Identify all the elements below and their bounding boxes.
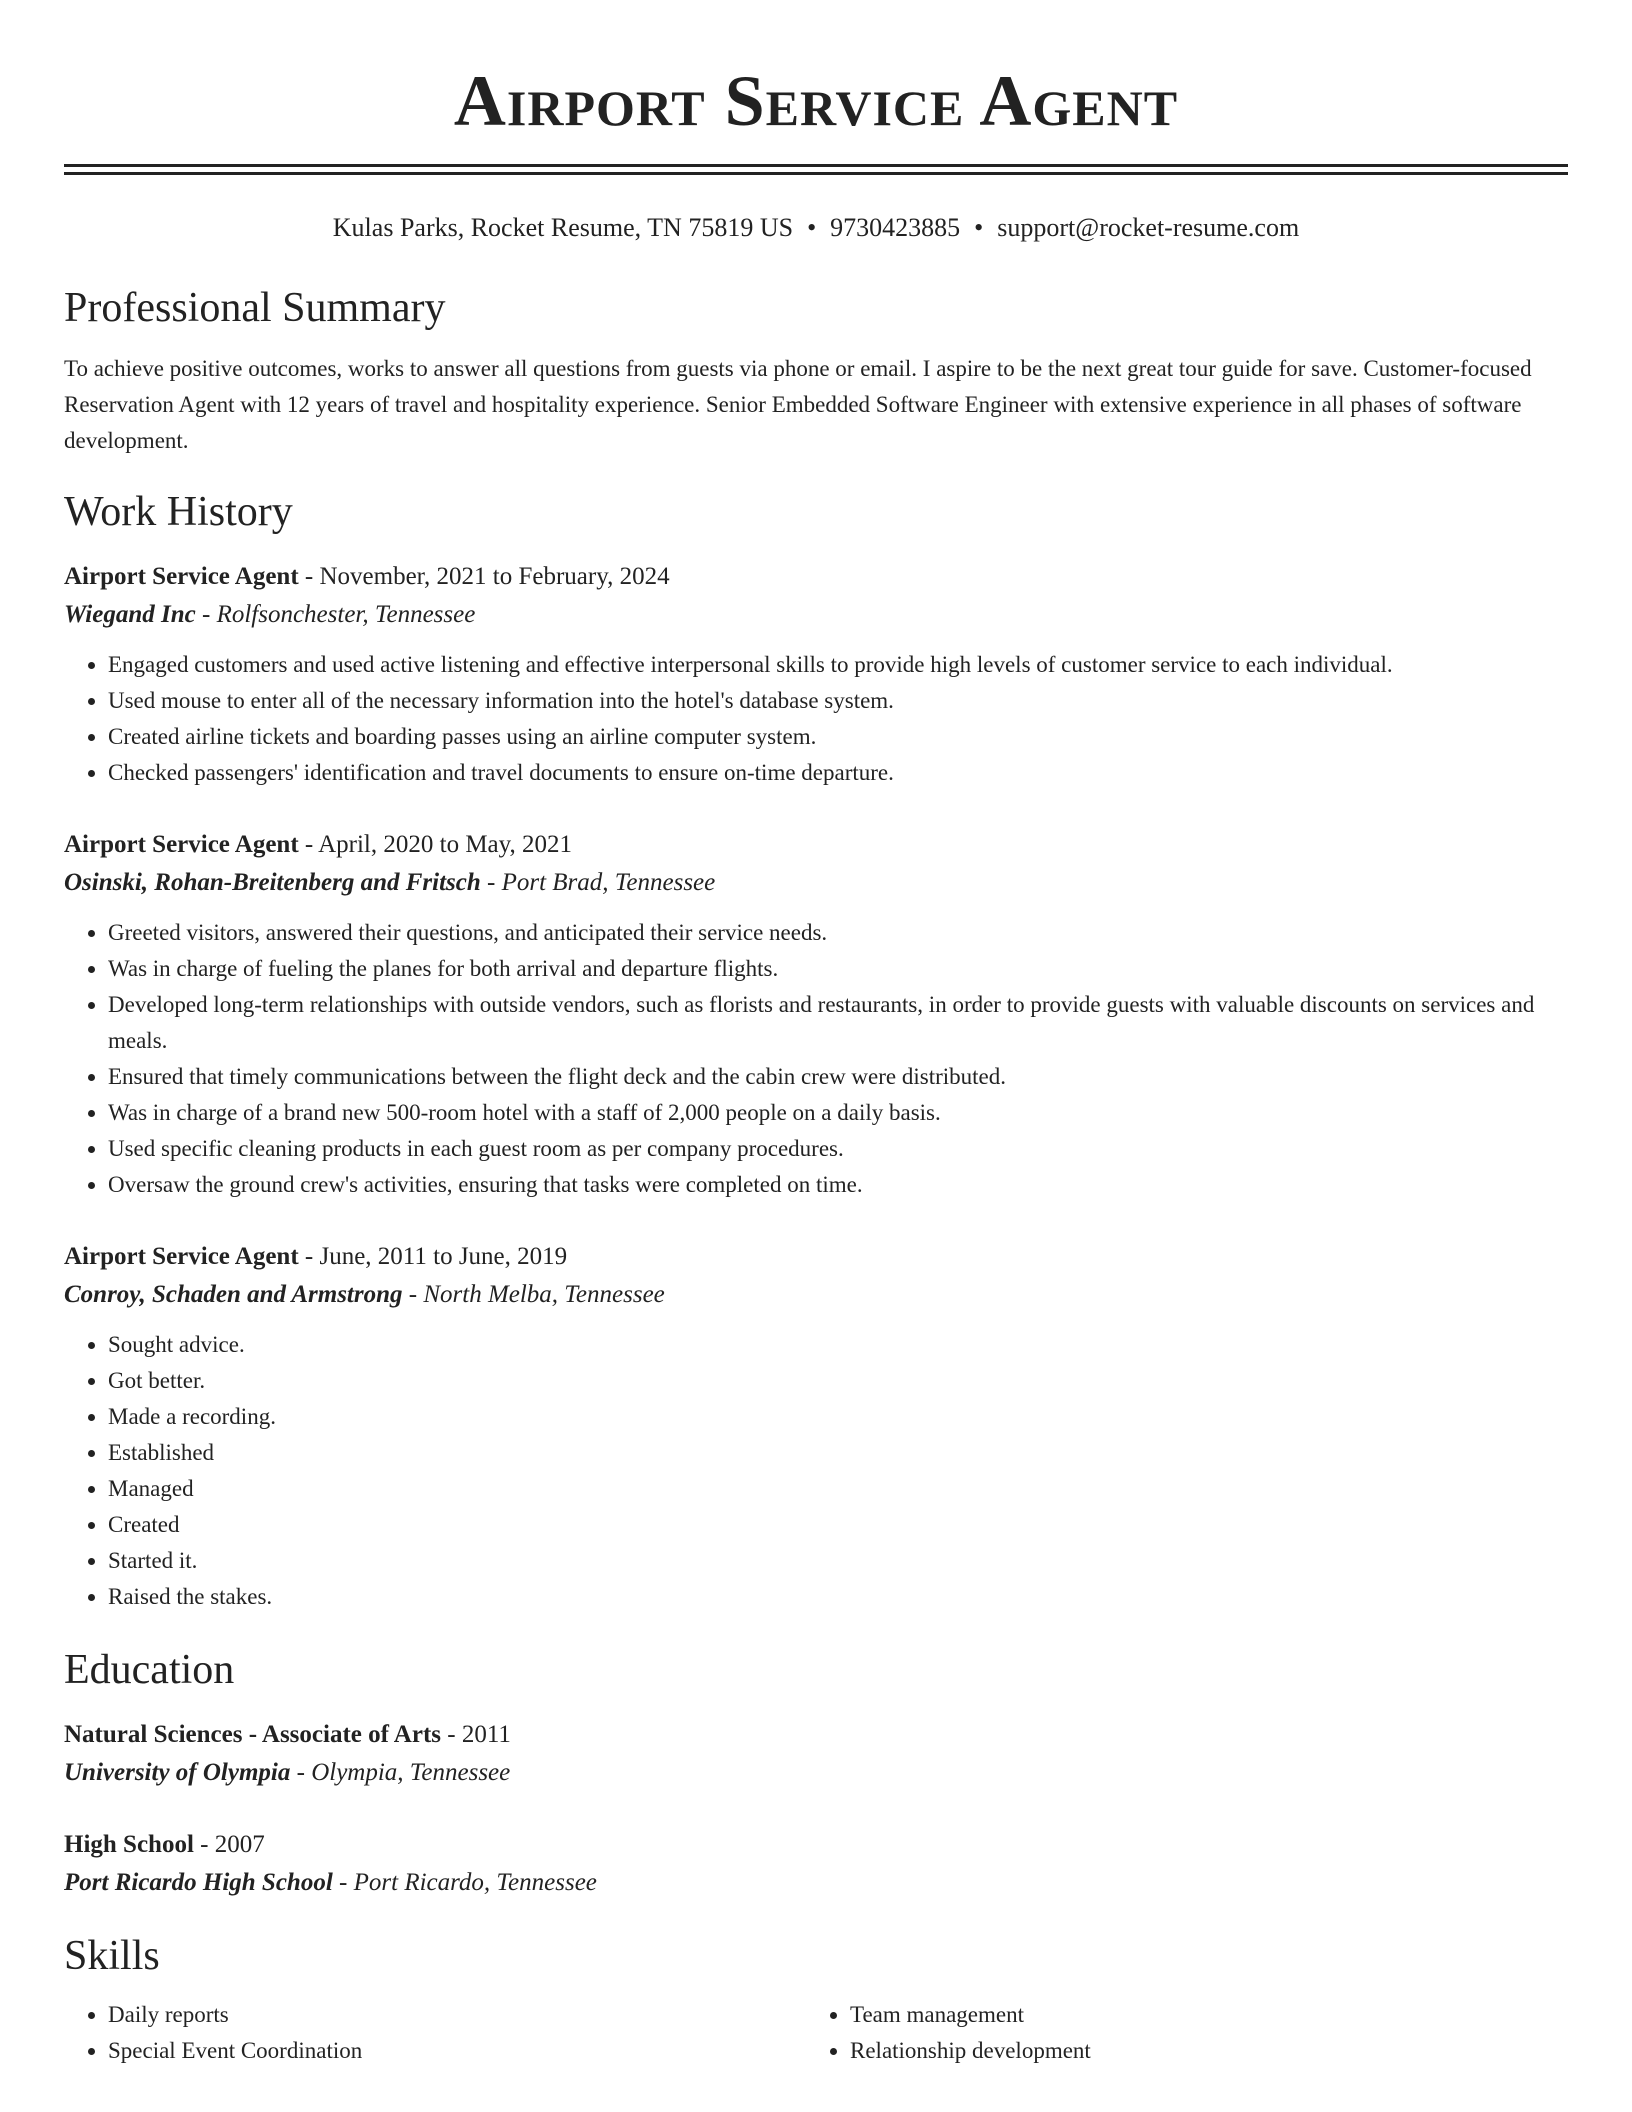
contact-address: Kulas Parks, Rocket Resume, TN 75819 US bbox=[332, 213, 794, 242]
job-company-line: Wiegand Inc - Rolfsonchester, Tennessee bbox=[64, 601, 476, 628]
skills-column-right bbox=[806, 1997, 1548, 2069]
contact-line bbox=[64, 211, 1568, 245]
list-item: • Checked passengers' identification and travel documents to ensure on-time departure. bbox=[108, 755, 1568, 791]
education-heading: Education bbox=[64, 1647, 235, 1693]
list-item: • Managed bbox=[108, 1471, 1568, 1507]
list-item: • Used specific cleaning products in each guest room as per company procedures. bbox=[108, 1131, 1568, 1167]
contact-phone: 9730423885 bbox=[830, 213, 961, 242]
job-dates: April, 2020 to May, 2021 bbox=[318, 831, 573, 858]
contact-separator: • bbox=[807, 213, 817, 242]
resume-title: Airport Service Agent bbox=[453, 61, 1179, 141]
job-company-line: Conroy, Schaden and Armstrong - North Melba, Tennessee bbox=[64, 1281, 665, 1308]
job-entry bbox=[64, 559, 1568, 791]
job-location: Rolfsonchester, Tennessee bbox=[216, 601, 476, 628]
education-school: University of Olympia bbox=[64, 1759, 291, 1786]
job-title-line: Airport Service Agent - November, 2021 to February, 2024 bbox=[64, 563, 670, 590]
summary-text: To achieve positive outcomes, works to answer all questions from guests via phone or email. I aspire to be the next great tour guide for save. Customer-focused Reservation Agent with 12 years of travel and hospitality experience. Senior Embedded Software Engineer with extensive experience in all phases of software development. bbox=[64, 356, 1532, 453]
list-item: • Used mouse to enter all of the necessary information into the hotel's database system. bbox=[108, 683, 1568, 719]
skills-heading: Skills bbox=[64, 1933, 160, 1979]
contact-separator: • bbox=[974, 213, 984, 242]
list-item: • Created airline tickets and boarding passes using an airline computer system. bbox=[108, 719, 1568, 755]
job-duties-list bbox=[64, 1327, 1568, 1615]
education-school: Port Ricardo High School bbox=[64, 1869, 333, 1896]
job-duties-list bbox=[64, 915, 1568, 1203]
skill-item: • Team management bbox=[850, 1997, 1548, 2033]
job-company: Conroy, Schaden and Armstrong bbox=[64, 1281, 403, 1308]
list-item: • Got better. bbox=[108, 1363, 1568, 1399]
work-history-heading: Work History bbox=[64, 489, 293, 535]
job-duties-list bbox=[64, 647, 1568, 791]
education-degree: High School bbox=[64, 1831, 194, 1858]
list-item: • Started it. bbox=[108, 1543, 1568, 1579]
education-degree-line: Natural Sciences - Associate of Arts - 2011 bbox=[64, 1721, 511, 1748]
skills-list bbox=[806, 1997, 1548, 2069]
list-item: • Created bbox=[108, 1507, 1568, 1543]
job-dates: November, 2021 to February, 2024 bbox=[319, 563, 670, 590]
education-entry bbox=[64, 1717, 1568, 1793]
job-title: Airport Service Agent bbox=[64, 563, 299, 590]
skills-column-left bbox=[64, 1997, 806, 2069]
list-item: • Oversaw the ground crew's activities, ensuring that tasks were completed on time. bbox=[108, 1167, 1568, 1203]
list-item: • Ensured that timely communications between the flight deck and the cabin crew were distributed. bbox=[108, 1059, 1568, 1095]
skill-item: • Relationship development bbox=[850, 2033, 1548, 2069]
list-item: • Developed long-term relationships with outside vendors, such as florists and restaurants, in order to provide guests with valuable discounts on services and meals. bbox=[108, 987, 1568, 1059]
list-item: • Established bbox=[108, 1435, 1568, 1471]
contact-email: support@rocket-resume.com bbox=[997, 213, 1300, 242]
list-item: • Made a recording. bbox=[108, 1399, 1568, 1435]
list-item: • Raised the stakes. bbox=[108, 1579, 1568, 1615]
job-location: North Melba, Tennessee bbox=[423, 1281, 665, 1308]
skill-item: • Daily reports bbox=[108, 1997, 806, 2033]
title-divider-bottom bbox=[64, 172, 1568, 175]
job-title: Airport Service Agent bbox=[64, 1243, 299, 1270]
skill-item: • Special Event Coordination bbox=[108, 2033, 806, 2069]
education-location: Olympia, Tennessee bbox=[311, 1759, 511, 1786]
job-company-line: Osinski, Rohan-Breitenberg and Fritsch - Port Brad, Tennessee bbox=[64, 869, 716, 896]
education-school-line: University of Olympia - Olympia, Tennessee bbox=[64, 1759, 511, 1786]
list-item: • Sought advice. bbox=[108, 1327, 1568, 1363]
job-title-line: Airport Service Agent - June, 2011 to June, 2019 bbox=[64, 1243, 568, 1270]
job-company: Wiegand Inc bbox=[64, 601, 196, 628]
list-item: • Engaged customers and used active listening and effective interpersonal skills to provide high levels of customer service to each individual. bbox=[108, 647, 1568, 683]
title-divider-top bbox=[64, 164, 1568, 167]
job-location: Port Brad, Tennessee bbox=[501, 869, 716, 896]
job-title-line: Airport Service Agent - April, 2020 to May, 2021 bbox=[64, 831, 573, 858]
education-year: 2007 bbox=[214, 1831, 265, 1858]
list-item: • Was in charge of fueling the planes for both arrival and departure flights. bbox=[108, 951, 1568, 987]
skills-grid bbox=[64, 1997, 1568, 2069]
job-dates: June, 2011 to June, 2019 bbox=[319, 1243, 568, 1270]
job-company: Osinski, Rohan-Breitenberg and Fritsch bbox=[64, 869, 481, 896]
job-entry bbox=[64, 827, 1568, 1203]
summary-heading: Professional Summary bbox=[64, 285, 446, 331]
education-year: 2011 bbox=[461, 1721, 511, 1748]
education-degree-line: High School - 2007 bbox=[64, 1831, 265, 1858]
list-item: • Greeted visitors, answered their questions, and anticipated their service needs. bbox=[108, 915, 1568, 951]
list-item: • Was in charge of a brand new 500-room hotel with a staff of 2,000 people on a daily basis. bbox=[108, 1095, 1568, 1131]
job-title: Airport Service Agent bbox=[64, 831, 299, 858]
job-entry bbox=[64, 1239, 1568, 1615]
education-location: Port Ricardo, Tennessee bbox=[353, 1869, 597, 1896]
education-degree: Natural Sciences - Associate of Arts bbox=[64, 1721, 442, 1748]
skills-list bbox=[64, 1997, 806, 2069]
education-entry bbox=[64, 1827, 1568, 1903]
education-school-line: Port Ricardo High School - Port Ricardo, Tennessee bbox=[64, 1869, 597, 1896]
